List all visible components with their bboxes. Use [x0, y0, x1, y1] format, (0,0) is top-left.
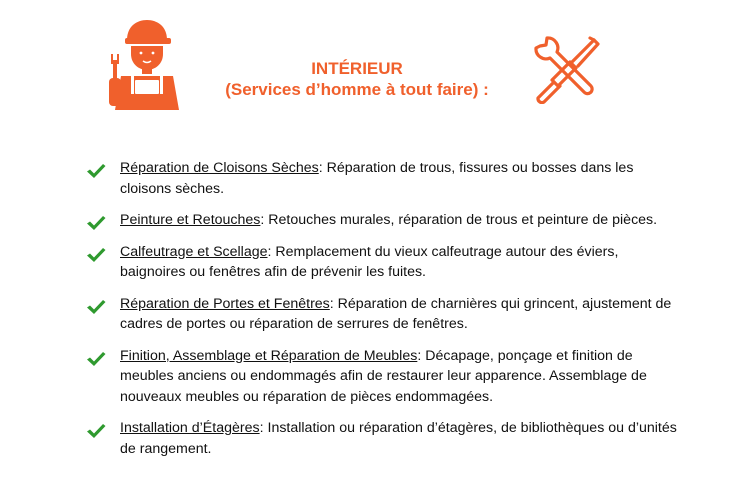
service-colon: : [267, 243, 276, 260]
check-icon [86, 247, 106, 263]
service-item-6 [86, 418, 686, 459]
services-list [86, 158, 686, 470]
service-description: Réparation de trous, fissures ou bosses dans les cloisons sèches. [120, 160, 634, 197]
service-item-5 [86, 346, 686, 408]
check-icon [86, 299, 106, 315]
service-description: Remplacement du vieux calfeutrage autour des éviers, baignoires ou fenêtres afin de prévenir les fuites. [120, 243, 619, 280]
service-description: Décapage, ponçage et finition de meubles anciens ou endommagés afin de restaurer leur apparence. Assemblage de nouveaux meubles ou réparation de pièces endommagées. [120, 347, 647, 405]
title-line-1: INTÉRIEUR [311, 59, 403, 78]
service-title: Installation d’Étagères [120, 420, 260, 436]
check-icon [86, 423, 106, 439]
service-description: Installation ou réparation d’étagères, de bibliothèques ou d’unités de rangement. [120, 420, 677, 457]
service-colon: : [318, 160, 327, 176]
service-title: Peinture et Retouches [120, 212, 261, 228]
service-colon: : [259, 420, 268, 436]
check-icon [86, 351, 106, 367]
service-colon: : [260, 212, 269, 228]
title-line-2: (Services d’homme à tout faire) : [225, 80, 489, 99]
service-colon: : [329, 295, 338, 312]
check-icon [86, 215, 106, 231]
service-title: Réparation de Cloisons Sèches [120, 160, 319, 176]
service-description: Retouches murales, réparation de trous et peinture de pièces. [268, 212, 658, 228]
page-header [0, 0, 748, 130]
service-colon: : [417, 347, 426, 364]
service-title: Calfeutrage et Scellage [120, 243, 268, 260]
service-title: Réparation de Portes et Fenêtres [120, 295, 330, 312]
tools-icon [530, 36, 602, 104]
service-item-2 [86, 210, 686, 231]
service-title: Finition, Assemblage et Réparation de Meubles [120, 347, 418, 364]
check-icon [86, 163, 106, 179]
service-description: Réparation de charnières qui grincent, ajustement de cadres de portes ou réparation de serrures de fenêtres. [120, 295, 672, 332]
service-item-4 [86, 294, 686, 335]
section-title [200, 58, 514, 100]
service-item-3 [86, 242, 686, 283]
worker-icon [103, 14, 189, 110]
service-item-1 [86, 158, 686, 199]
